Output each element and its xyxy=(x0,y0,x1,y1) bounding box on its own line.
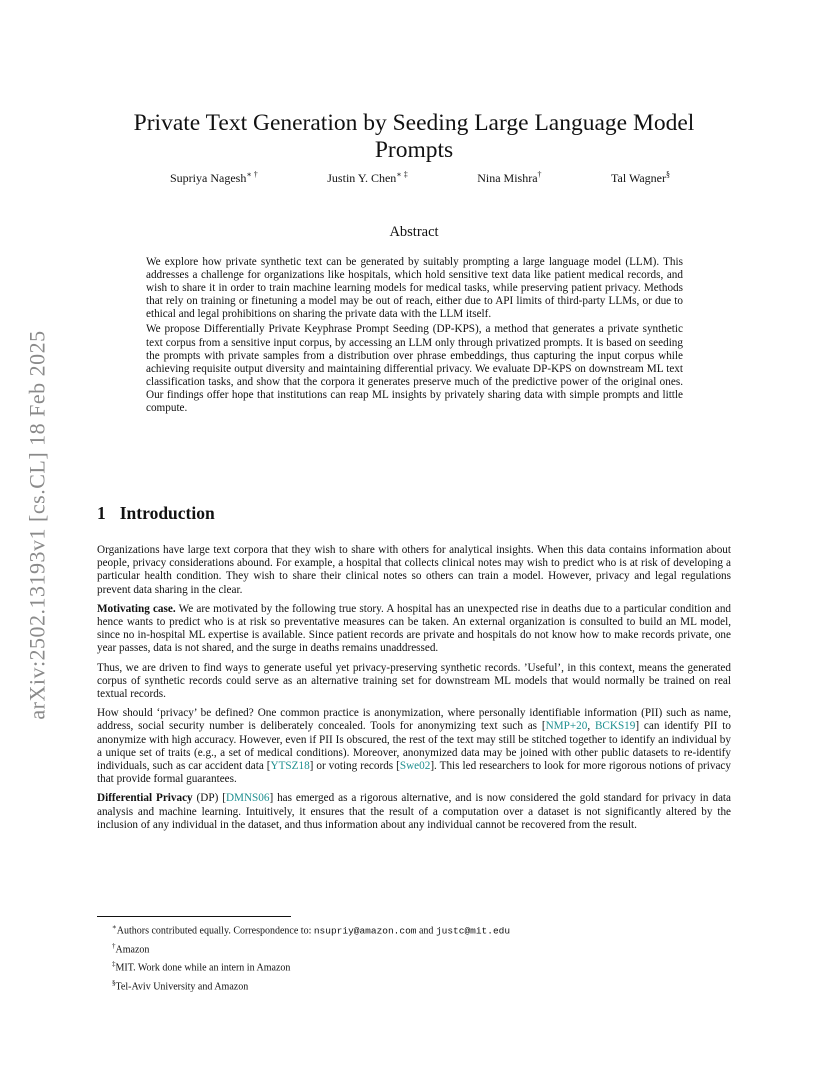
author xyxy=(477,170,541,186)
introduction-body xyxy=(97,544,731,838)
paragraph: Thus, we are driven to find ways to generate useful yet privacy-preserving synthetic records. ’Useful’, in this context, means the generated corpus of synthetic records could serve as an alternative training set for downstream ML models that would normally be trained on real textual records. xyxy=(97,661,731,701)
section-number: 1 xyxy=(97,503,106,523)
section-title: Introduction xyxy=(119,503,215,523)
author xyxy=(170,170,258,186)
paragraph-lead: Motivating case. xyxy=(97,602,176,615)
abstract-paragraph: We propose Differentially Private Keyphrase Prompt Seeding (DP-KPS), a method that generates a private synthetic text corpus from a sensitive input corpus, by accessing an LLM only through privatized prompts. It is based on seeding the prompts with private samples from a distribution over phrase embeddings, thus capturing the input corpus while achieving requisite output diversity and maintaining differential privacy. We evaluate DP-KPS on downstream ML text classification tasks, and show that the corpora it generates preserve much of the predictive power of the original ones. Our findings offer hope that institutions can reap ML insights by privately sharing data with simple prompts and little compute. xyxy=(146,323,683,415)
footnote: ∗Authors contributed equally. Correspondence to: nsupriy@amazon.com and justc@mit.edu xyxy=(112,923,511,937)
paragraph: Motivating case. We are motivated by the following true story. A hospital has an unexpected rise in deaths due to a particular condition and hence wants to predict who is at risk so preventative measures can be taken. An external organization is consulted to build an ML model, since no in-hospital ML expertise is available. Since patient records are private and hospitals do not know how to make records private, one year passes, data is not shared, and the surge in deaths remains unaddressed. xyxy=(97,602,732,655)
author-marks: ∗ † xyxy=(246,170,258,179)
author xyxy=(611,170,670,186)
citation-link[interactable]: DMNS06 xyxy=(225,792,270,805)
author xyxy=(327,170,407,186)
section-heading xyxy=(97,503,215,524)
citation-link[interactable]: BCKS19 xyxy=(594,720,636,733)
email-link[interactable]: nsupriy@amazon.com xyxy=(313,925,417,937)
paragraph: How should ‘privacy’ be defined? One common practice is anonymization, where personally identifiable information (PII) such as name, address, social security number is deliberately concealed. Tools for anonymizing text such as [NMP+20, BCKS19] can identify PII to anonymize with high accuracy. However, even if PII Is obscured, the rest of the text may still be stitched together to identify an individual by a unique set of traits (e.g., a set of medical conditions). Moreover, anonymized data may be joined with other public datasets to re-identify individuals, such as car accident data [YTSZ18] or voting records [Swe02]. This led researchers to look for more rigorous notions of privacy that provide formal guarantees. xyxy=(97,707,732,786)
author-marks: † xyxy=(537,170,542,179)
author-marks: § xyxy=(666,170,670,179)
author-marks: ∗ ‡ xyxy=(396,170,408,179)
abstract-heading: Abstract xyxy=(389,224,439,240)
citation-link[interactable]: YTSZ18 xyxy=(270,760,310,773)
footnote: §Tel-Aviv University and Amazon xyxy=(112,978,249,992)
citation-link[interactable]: Swe02 xyxy=(399,760,431,773)
author-name: Justin Y. Chen xyxy=(327,171,397,185)
arxiv-identifier-text: arXiv:2502.13193v1 [cs.CL] 18 Feb 2025 xyxy=(25,330,51,720)
footnotes xyxy=(112,920,712,994)
arxiv-identifier xyxy=(18,290,58,760)
footnote: †Amazon xyxy=(112,941,150,955)
abstract-body xyxy=(146,256,683,417)
paper-title: Private Text Generation by Seeding Large Language Model Prompts xyxy=(133,110,695,163)
citation-link[interactable]: NMP+20 xyxy=(545,720,588,733)
footnote: ‡MIT. Work done while an intern in Amazon xyxy=(112,960,291,974)
author-name: Tal Wagner xyxy=(611,171,666,185)
author-list xyxy=(170,170,670,186)
paragraph: Differential Privacy (DP) [DMNS06] has emerged as a rigorous alternative, and is now considered the gold standard for privacy in data analysis and machine learning. Intuitively, it ensures that the result of a computation over a dataset is not significantly altered by the inclusion of any individual in the dataset, and thus information about any individual cannot be recovered from the result. xyxy=(97,792,732,831)
author-name: Supriya Nagesh xyxy=(170,171,247,185)
abstract-paragraph: We explore how private synthetic text can be generated by suitably prompting a large language model (LLM). This addresses a challenge for organizations like hospitals, which hold sensitive text data like patient medical records, and wish to share it in order to train machine learning models for medical tasks, while preserving patient privacy. Methods that rely on training or finetuning a model may be out of reach, either due to API limits of third-party LLMs, or due to ethical and legal prohibitions on sharing the private data with the LLM itself. xyxy=(146,256,683,321)
author-name: Nina Mishra xyxy=(477,171,538,185)
paragraph: Organizations have large text corpora that they wish to share with others for analytical insights. When this data contains information about people, privacy considerations abound. For example, a hospital that collects clinical notes may wish to predict who is at risk of developing a particular health condition. They wish to share their clinical notes so others can train a model. However, privacy and legal regulations prevent data sharing in the clear. xyxy=(97,544,731,596)
email-link[interactable]: justc@mit.edu xyxy=(435,925,511,937)
footnote-divider xyxy=(97,916,291,917)
paragraph-lead: Differential Privacy xyxy=(97,792,193,805)
